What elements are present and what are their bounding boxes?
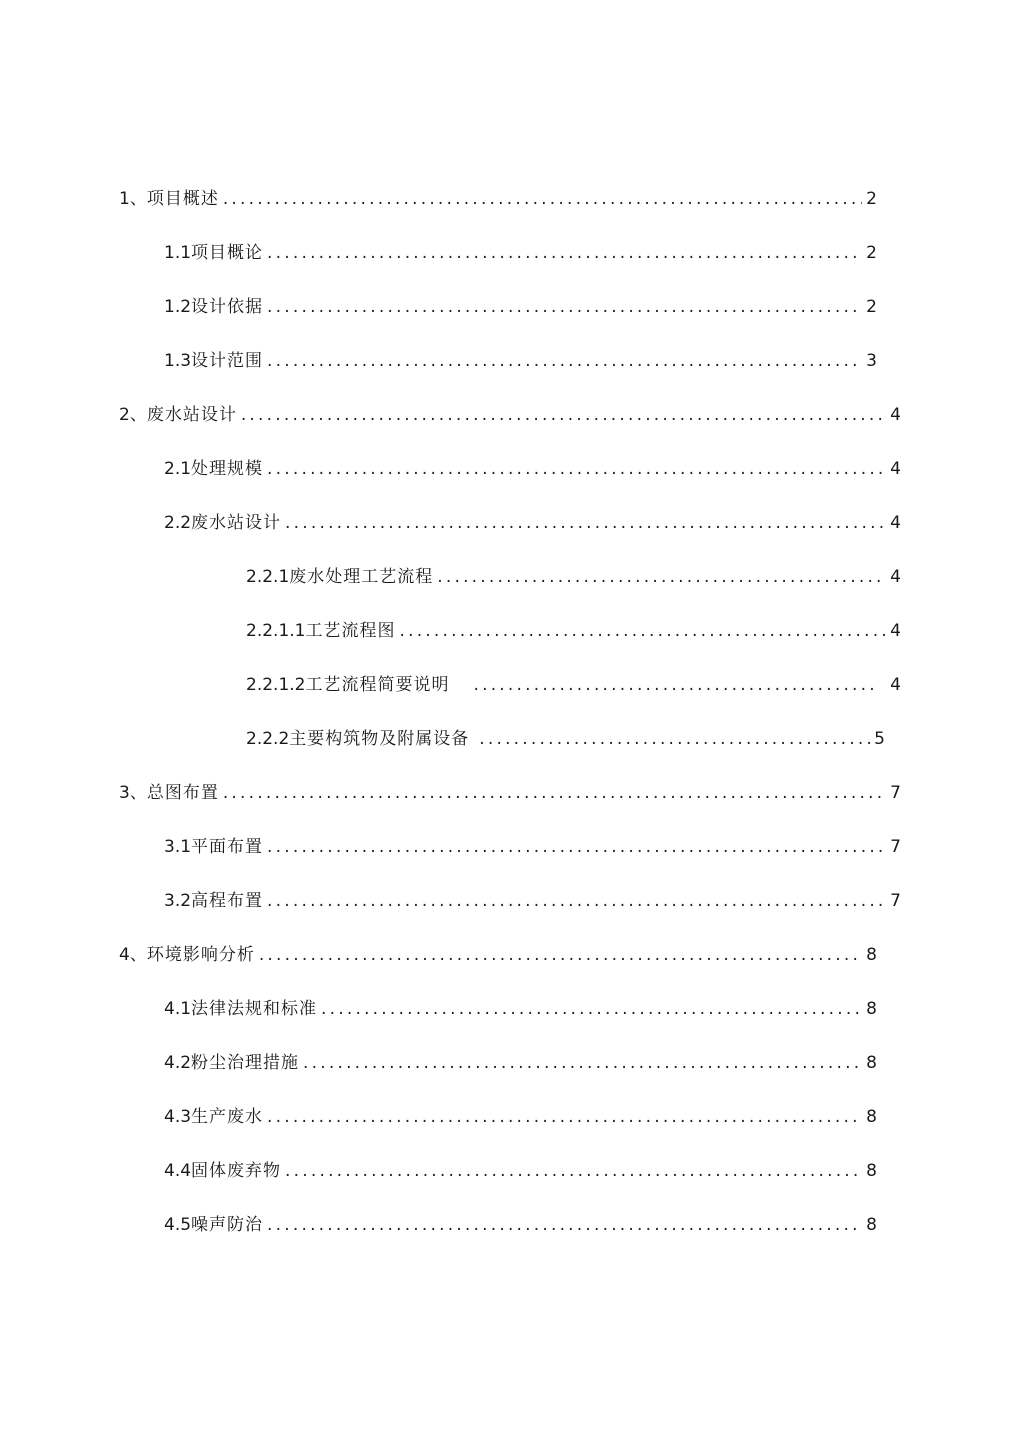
toc-entry-3-1[interactable]: [164, 833, 901, 861]
toc-entry-title: 噪声防治: [191, 1215, 264, 1235]
toc-entry-4-5[interactable]: [164, 1211, 877, 1239]
toc-entry-number: 4.3: [164, 1107, 192, 1127]
toc-entry-3-2[interactable]: [164, 887, 901, 915]
toc-entry-page: 2: [866, 243, 877, 263]
toc-entry-1-3[interactable]: [164, 347, 877, 375]
toc-dot-leader: [303, 1049, 862, 1077]
toc-entry-number: 2.2.1: [246, 567, 290, 587]
toc-entry-title: 法律法规和标准: [191, 999, 318, 1019]
toc-entry-number: 4.5: [164, 1215, 192, 1235]
toc-entry-page: 3: [866, 351, 877, 371]
toc-entry-number: 2.2.2: [246, 729, 290, 749]
toc-entry-page: 4: [890, 513, 901, 533]
toc-entry-1[interactable]: [119, 185, 877, 213]
toc-dot-leader: [267, 347, 862, 375]
toc-entry-title: 生产废水: [191, 1107, 264, 1127]
toc-entry-page: 4: [890, 675, 901, 695]
toc-entry-1-1[interactable]: [164, 239, 877, 267]
toc-entry-2[interactable]: [119, 401, 901, 429]
toc-dot-leader: [399, 617, 886, 645]
toc-entry-page: 8: [866, 945, 877, 965]
toc-entry-2-2-1[interactable]: [246, 563, 901, 591]
toc-entry-number: 2.2.1.2: [246, 675, 306, 695]
toc-entry-page: 4: [890, 405, 901, 425]
toc-entry-number: 2.2.1.1: [246, 621, 306, 641]
toc-entry-title: 固体废弃物: [191, 1161, 282, 1181]
toc-entry-title: 平面布置: [191, 837, 264, 857]
toc-entry-number: 2.1: [164, 459, 192, 479]
toc-entry-number: 4、: [119, 945, 147, 965]
toc-dot-leader: [267, 1211, 862, 1239]
toc-dot-leader: [285, 509, 886, 537]
toc-dot-leader: [267, 293, 862, 321]
toc-dot-leader: [321, 995, 862, 1023]
toc-dot-leader: [473, 671, 876, 699]
toc-entry-page: 8: [866, 1053, 877, 1073]
toc-entry-title: 粉尘治理措施: [191, 1053, 300, 1073]
toc-entry-2-2-2[interactable]: [246, 725, 885, 753]
toc-entry-title: 工艺流程简要说明: [305, 675, 450, 695]
toc-entry-page: 8: [866, 999, 877, 1019]
toc-entry-title: 总图布置: [146, 783, 219, 803]
toc-entry-title: 主要构筑物及附属设备: [289, 729, 470, 749]
toc-entry-title: 设计依据: [191, 297, 264, 317]
toc-entry-number: 3、: [119, 783, 147, 803]
toc-entry-title: 环境影响分析: [146, 945, 255, 965]
toc-entry-4[interactable]: [119, 941, 877, 969]
toc-entry-title: 废水站设计: [146, 405, 237, 425]
toc-entry-number: 1.1: [164, 243, 192, 263]
toc-entry-3[interactable]: [119, 779, 901, 807]
toc-entry-title: 废水处理工艺流程: [289, 567, 434, 587]
toc-entry-page: 8: [866, 1161, 877, 1181]
toc-entry-page: 4: [890, 459, 901, 479]
toc-entry-number: 3.2: [164, 891, 192, 911]
toc-entry-page: 2: [866, 297, 877, 317]
toc-dot-leader: [267, 455, 886, 483]
toc-dot-leader: [285, 1157, 862, 1185]
toc-dot-leader: [437, 563, 886, 591]
toc-dot-leader: [259, 941, 862, 969]
toc-entry-page: 7: [890, 783, 901, 803]
toc-entry-title: 废水站设计: [191, 513, 282, 533]
toc-entry-number: 4.2: [164, 1053, 192, 1073]
toc-dot-leader: [267, 887, 886, 915]
toc-entry-2-2-1-1[interactable]: [246, 617, 901, 645]
toc-entry-number: 4.4: [164, 1161, 192, 1181]
toc-entry-page: 7: [890, 891, 901, 911]
toc-entry-4-1[interactable]: [164, 995, 877, 1023]
toc-entry-page: 4: [890, 567, 901, 587]
toc-dot-leader: [479, 725, 870, 753]
toc-entry-number: 1.2: [164, 297, 192, 317]
toc-entry-1-2[interactable]: [164, 293, 877, 321]
toc-entry-number: 2、: [119, 405, 147, 425]
toc-entry-title: 工艺流程图: [305, 621, 396, 641]
toc-entry-page: 8: [866, 1107, 877, 1127]
toc-entry-title: 设计范围: [191, 351, 264, 371]
toc-dot-leader: [241, 401, 886, 429]
toc-entry-number: 1、: [119, 189, 147, 209]
toc-entry-2-2[interactable]: [164, 509, 901, 537]
toc-dot-leader: [267, 1103, 862, 1131]
toc-dot-leader: [223, 779, 886, 807]
toc-dot-leader: [267, 239, 862, 267]
toc-entry-title: 项目概论: [191, 243, 264, 263]
toc-dot-leader: [223, 185, 862, 213]
toc-entry-4-4[interactable]: [164, 1157, 877, 1185]
toc-entry-number: 2.2: [164, 513, 192, 533]
toc-entry-4-2[interactable]: [164, 1049, 877, 1077]
toc-entry-2-1[interactable]: [164, 455, 901, 483]
toc-entry-title: 高程布置: [191, 891, 264, 911]
toc-entry-2-2-1-2[interactable]: [246, 671, 901, 699]
toc-entry-page: 8: [866, 1215, 877, 1235]
toc-entry-page: 7: [890, 837, 901, 857]
toc-entry-title: 项目概述: [146, 189, 219, 209]
toc-entry-number: 1.3: [164, 351, 192, 371]
toc-entry-page: 4: [890, 621, 901, 641]
toc-entry-4-3[interactable]: [164, 1103, 877, 1131]
toc-entry-number: 4.1: [164, 999, 192, 1019]
toc-entry-title: 处理规模: [191, 459, 264, 479]
toc-dot-leader: [267, 833, 886, 861]
toc-entry-page: 2: [866, 189, 877, 209]
toc-entry-page: 5: [874, 729, 885, 749]
toc-entry-number: 3.1: [164, 837, 192, 857]
